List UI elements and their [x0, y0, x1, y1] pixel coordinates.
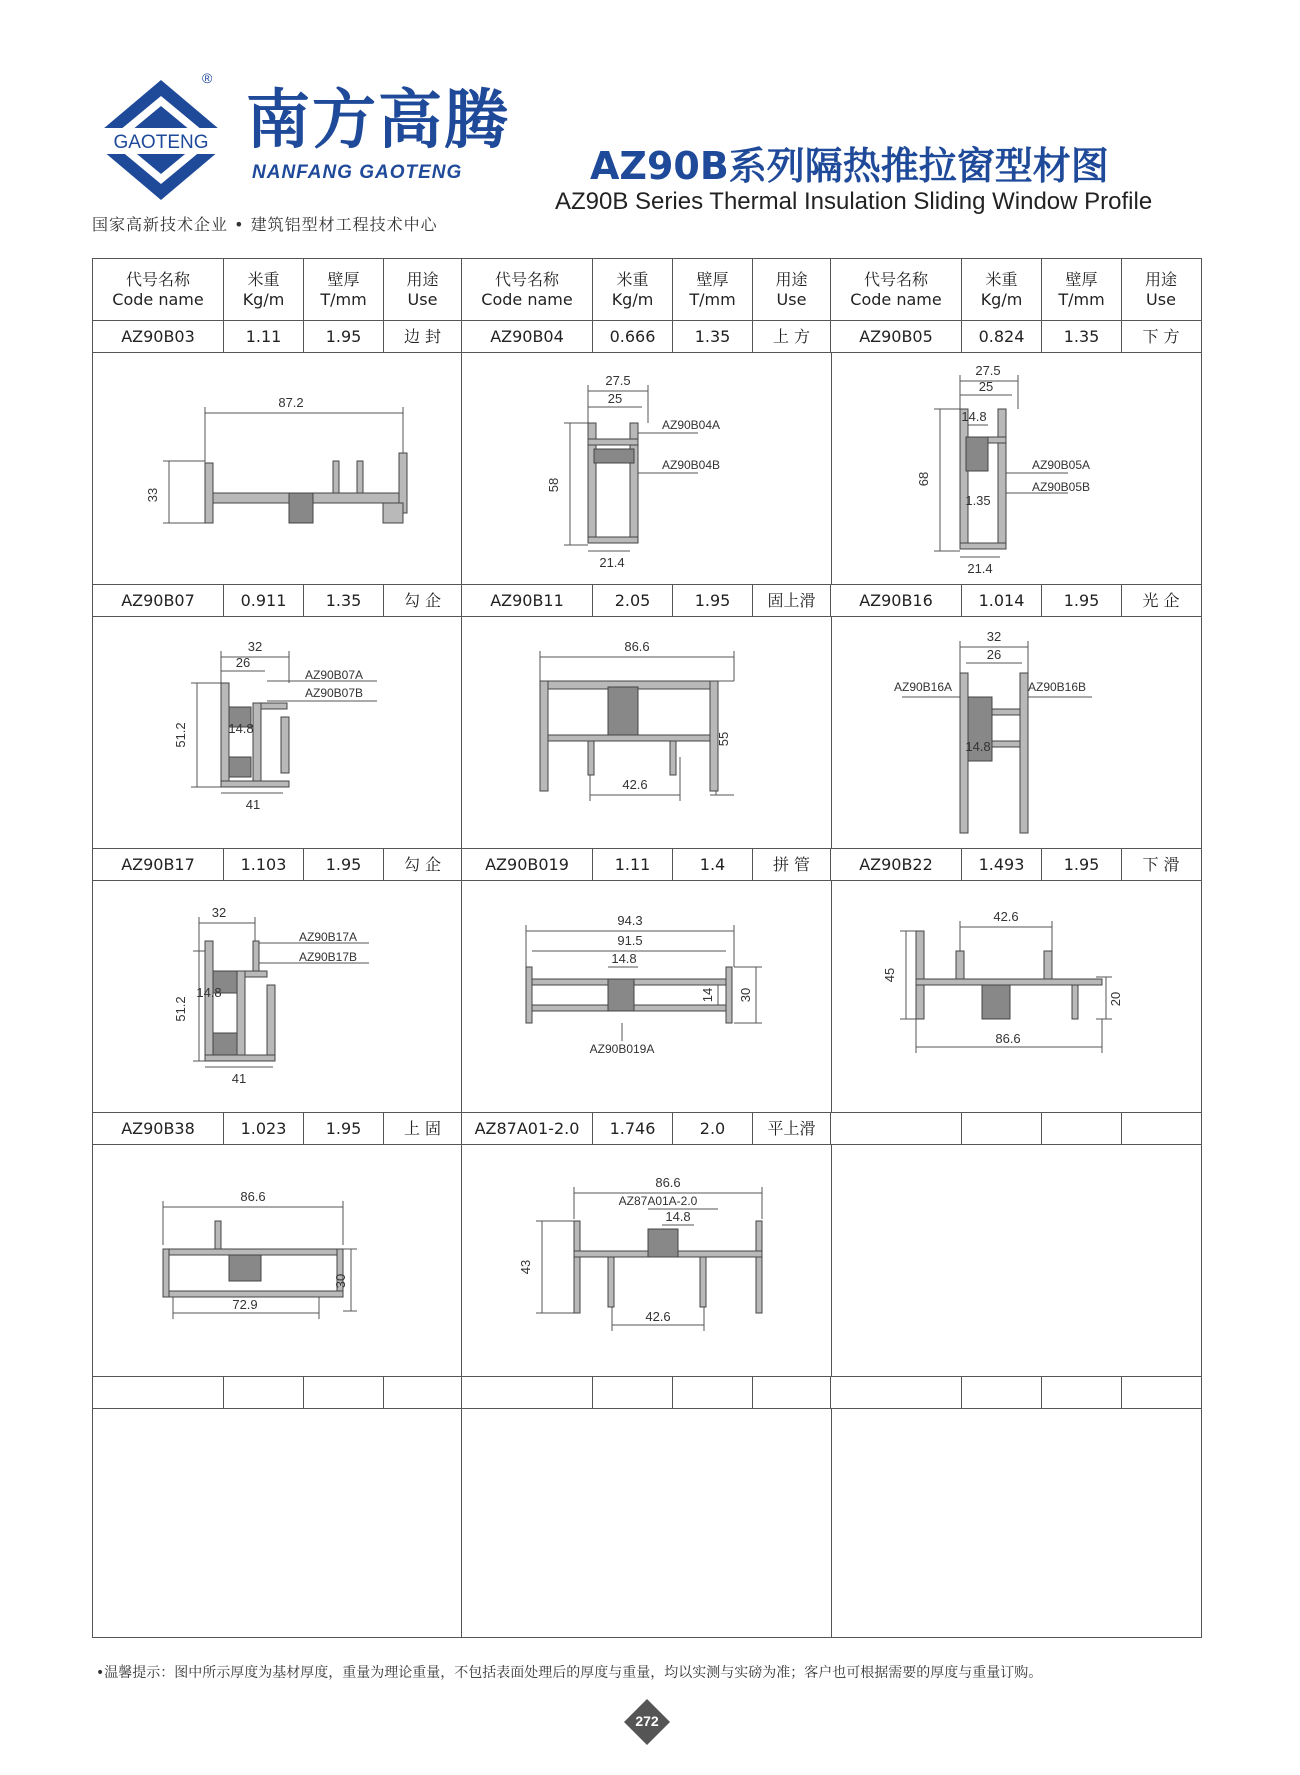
weight-cell: 1.11	[593, 849, 673, 880]
thickness-cell: 1.95	[673, 585, 753, 616]
header-weight: 米重 Kg/m	[593, 259, 673, 320]
svg-text:42.6: 42.6	[622, 777, 648, 792]
use-cell: 下 滑	[1142, 854, 1180, 874]
header-code: 代号名称 Code name	[93, 259, 224, 320]
drawing-az90b04	[462, 353, 832, 584]
code-cell: AZ87A01-2.0	[462, 1113, 593, 1144]
weight-cell: 0.911	[224, 585, 304, 616]
svg-text:AZ90B16A: AZ90B16A	[894, 680, 953, 694]
spec-row	[93, 585, 1201, 617]
svg-text:91.5: 91.5	[617, 933, 643, 948]
svg-text:14.8: 14.8	[196, 985, 222, 1000]
code-cell: AZ90B04	[462, 321, 593, 352]
thickness-cell: 1.95	[304, 1113, 384, 1144]
dim-width: 87.2	[278, 395, 304, 410]
svg-text:AZ90B05A: AZ90B05A	[1032, 458, 1091, 472]
header-code: 代号名称 Code name	[831, 259, 962, 320]
svg-text:58: 58	[546, 477, 561, 493]
svg-text:51.2: 51.2	[173, 722, 188, 748]
code-cell: AZ90B11	[462, 585, 593, 616]
svg-text:86.6: 86.6	[624, 639, 650, 654]
brand-name-en: NANFANG GAOTENG	[252, 162, 463, 183]
code-cell: AZ90B03	[93, 321, 224, 352]
logo-text: GAOTENG	[113, 132, 209, 153]
table-header-row	[93, 259, 1201, 321]
svg-text:41: 41	[231, 1071, 247, 1086]
header-thickness: 壁厚 T/mm	[673, 259, 753, 320]
svg-text:86.6: 86.6	[995, 1031, 1021, 1046]
use-cell: 下 方	[1142, 326, 1180, 346]
svg-text:14.8: 14.8	[961, 409, 987, 424]
header-use: 用途 Use	[384, 259, 462, 320]
use-cell: 光 企	[1142, 590, 1180, 610]
weight-cell: 1.023	[224, 1113, 304, 1144]
svg-text:14.8: 14.8	[965, 739, 991, 754]
drawing-row	[93, 881, 1201, 1113]
page-number: 272	[635, 1713, 659, 1729]
empty-cell	[831, 1377, 962, 1408]
header-thickness: 壁厚 T/mm	[304, 259, 384, 320]
svg-text:68: 68	[916, 471, 931, 487]
drawing-empty	[832, 1409, 1201, 1637]
svg-text:25: 25	[607, 391, 623, 406]
svg-text:30: 30	[738, 987, 753, 1003]
drawing-empty	[462, 1409, 832, 1637]
svg-text:AZ90B07B: AZ90B07B	[305, 686, 364, 700]
thickness-cell	[1042, 1113, 1122, 1144]
drawing-row	[93, 617, 1201, 849]
empty-cell	[1042, 1377, 1122, 1408]
spec-row	[93, 321, 1201, 353]
svg-text:32: 32	[211, 905, 227, 920]
empty-cell	[753, 1377, 831, 1408]
drawing-az90b07	[93, 617, 462, 848]
empty-cell	[93, 1377, 224, 1408]
svg-text:AZ90B07A: AZ90B07A	[305, 668, 364, 682]
svg-text:21.4: 21.4	[599, 555, 625, 570]
thickness-cell: 1.95	[304, 321, 384, 352]
use-cell: 勾 企	[384, 585, 462, 616]
svg-text:20: 20	[1108, 991, 1123, 1007]
weight-cell: 1.493	[962, 849, 1042, 880]
thickness-cell: 1.95	[304, 849, 384, 880]
drawing-empty	[832, 1145, 1201, 1376]
weight-cell: 0.666	[593, 321, 673, 352]
drawing-az90b38	[93, 1145, 462, 1376]
header-code: 代号名称 Code name	[462, 259, 593, 320]
weight-cell: 0.824	[962, 321, 1042, 352]
thickness-cell: 1.95	[1042, 849, 1122, 880]
drawing-az90b17	[93, 881, 462, 1112]
svg-text:42.6: 42.6	[993, 909, 1019, 924]
svg-text:51.2: 51.2	[173, 996, 188, 1022]
code-cell: AZ90B17	[93, 849, 224, 880]
svg-text:45: 45	[882, 967, 897, 983]
svg-text:1.35: 1.35	[965, 493, 991, 508]
svg-text:AZ90B019A: AZ90B019A	[589, 1042, 655, 1056]
svg-text:14.8: 14.8	[665, 1209, 691, 1224]
registered-mark: ®	[202, 70, 213, 86]
page-title-en: AZ90B Series Thermal Insulation Sliding Window Profile	[555, 188, 1153, 215]
weight-cell: 2.05	[593, 585, 673, 616]
use-cell: 边 封	[384, 321, 462, 352]
svg-text:41: 41	[245, 797, 261, 812]
page-number-badge	[622, 1697, 672, 1747]
drawing-az90b05	[832, 353, 1201, 584]
weight-cell: 1.746	[593, 1113, 673, 1144]
svg-text:72.9: 72.9	[232, 1297, 258, 1312]
logo-diamond-icon	[86, 76, 236, 206]
svg-text:32: 32	[247, 639, 263, 654]
svg-text:25: 25	[978, 379, 994, 394]
weight-cell: 1.103	[224, 849, 304, 880]
svg-text:26: 26	[235, 655, 251, 670]
svg-text:AZ90B05B: AZ90B05B	[1032, 480, 1091, 494]
svg-text:14: 14	[700, 987, 715, 1003]
spec-row-empty	[93, 1377, 1201, 1409]
thickness-cell: 1.35	[673, 321, 753, 352]
svg-text:42.6: 42.6	[645, 1309, 671, 1324]
spec-row	[93, 1113, 1201, 1145]
svg-text:AZ90B04A: AZ90B04A	[662, 418, 721, 432]
thickness-cell: 1.35	[1042, 321, 1122, 352]
thickness-cell: 1.4	[673, 849, 753, 880]
header-thickness: 壁厚 T/mm	[1042, 259, 1122, 320]
footnote: •温馨提示：图中所示厚度为基材厚度，重量为理论重量，不包括表面处理后的厚度与重量，均以实测与实磅为准；客户也可根据需要的厚度与重量订购。	[96, 1665, 1043, 1681]
brand-logo	[86, 70, 516, 206]
svg-text:30: 30	[333, 1273, 348, 1289]
svg-text:27.5: 27.5	[975, 363, 1001, 378]
use-cell: 上 固	[384, 1113, 462, 1144]
drawing-az87a01	[462, 1145, 832, 1376]
empty-cell	[462, 1377, 593, 1408]
svg-text:14.8: 14.8	[228, 721, 254, 736]
drawing-row	[93, 353, 1201, 585]
svg-text:86.6: 86.6	[240, 1189, 266, 1204]
svg-text:AZ90B17B: AZ90B17B	[299, 950, 358, 964]
svg-text:26: 26	[986, 647, 1002, 662]
empty-cell	[304, 1377, 384, 1408]
use-cell	[1122, 1113, 1200, 1144]
header-weight: 米重 Kg/m	[962, 259, 1042, 320]
code-cell: AZ90B22	[831, 849, 962, 880]
spec-row	[93, 849, 1201, 881]
svg-text:27.5: 27.5	[605, 373, 631, 388]
svg-text:55: 55	[716, 731, 731, 747]
use-cell: 勾 企	[384, 849, 462, 880]
drawing-az90b03	[93, 353, 462, 584]
svg-text:AZ90B16B: AZ90B16B	[1028, 680, 1087, 694]
svg-text:32: 32	[986, 629, 1002, 644]
code-cell: AZ90B38	[93, 1113, 224, 1144]
code-cell	[831, 1113, 962, 1144]
empty-cell	[673, 1377, 753, 1408]
svg-text:86.6: 86.6	[655, 1175, 681, 1190]
code-cell: AZ90B019	[462, 849, 593, 880]
svg-text:AZ87A01A-2.0: AZ87A01A-2.0	[618, 1194, 698, 1208]
code-cell: AZ90B07	[93, 585, 224, 616]
empty-cell	[1122, 1377, 1200, 1408]
drawing-az90b11	[462, 617, 832, 848]
use-cell: 平上滑	[753, 1113, 831, 1144]
dim-height: 33	[145, 487, 160, 503]
use-cell: 拼 管	[753, 849, 831, 880]
header-use: 用途 Use	[1144, 269, 1177, 309]
empty-cell	[384, 1377, 462, 1408]
svg-text:43: 43	[518, 1259, 533, 1275]
svg-text:AZ90B17A: AZ90B17A	[299, 930, 358, 944]
thickness-cell: 2.0	[673, 1113, 753, 1144]
drawing-empty	[93, 1409, 462, 1637]
use-cell: 上 方	[753, 321, 831, 352]
weight-cell: 1.014	[962, 585, 1042, 616]
drawing-az90b019	[462, 881, 832, 1112]
code-cell: AZ90B16	[831, 585, 962, 616]
page-title-cn: AZ90B系列隔热推拉窗型材图	[590, 144, 1109, 188]
header-weight: 米重 Kg/m	[224, 259, 304, 320]
drawing-az90b16	[832, 617, 1201, 848]
svg-text:21.4: 21.4	[967, 561, 993, 576]
brand-name-cn: 南方高腾	[246, 84, 510, 158]
profile-table	[92, 258, 1202, 1638]
svg-text:94.3: 94.3	[617, 913, 643, 928]
weight-cell: 1.11	[224, 321, 304, 352]
drawing-az90b22	[832, 881, 1201, 1112]
use-cell: 固上滑	[753, 585, 831, 616]
thickness-cell: 1.35	[304, 585, 384, 616]
empty-cell	[224, 1377, 304, 1408]
svg-text:AZ90B04B: AZ90B04B	[662, 458, 721, 472]
company-slogan: 国家高新技术企业 • 建筑铝型材工程技术中心	[92, 215, 438, 234]
drawing-row	[93, 1145, 1201, 1377]
code-cell: AZ90B05	[831, 321, 962, 352]
drawing-row-empty	[93, 1409, 1201, 1637]
svg-text:14.8: 14.8	[611, 951, 637, 966]
thickness-cell: 1.95	[1042, 585, 1122, 616]
weight-cell	[962, 1113, 1042, 1144]
header-use: 用途 Use	[753, 259, 831, 320]
empty-cell	[962, 1377, 1042, 1408]
empty-cell	[593, 1377, 673, 1408]
